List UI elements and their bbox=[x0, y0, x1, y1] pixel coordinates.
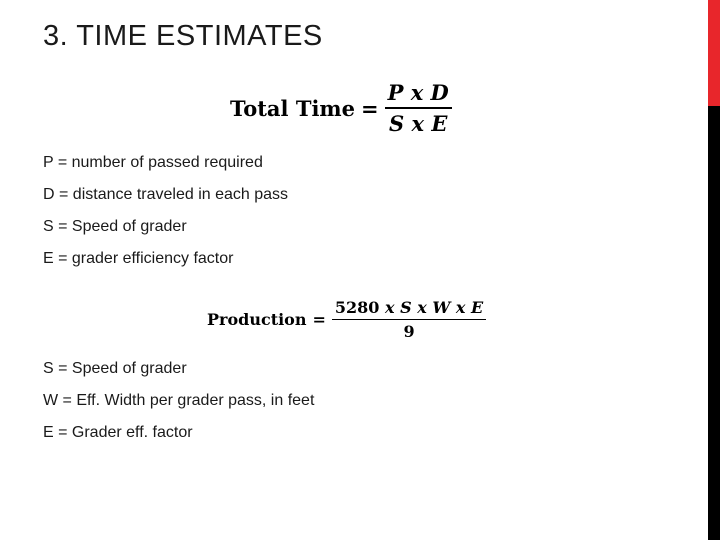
fraction bbox=[385, 80, 452, 136]
formula-label: Total Time bbox=[230, 95, 356, 121]
definition-item: P = number of passed required bbox=[43, 154, 263, 171]
fraction-denominator: 9 bbox=[403, 322, 415, 341]
total-time-definitions bbox=[43, 147, 288, 275]
equals-sign: = bbox=[312, 310, 326, 329]
production-formula bbox=[207, 298, 486, 341]
definition-item: S = Speed of grader bbox=[43, 218, 187, 235]
fraction-numerator: P x D bbox=[387, 80, 449, 105]
fraction-numerator bbox=[332, 298, 486, 317]
definition-item: E = grader efficiency factor bbox=[43, 250, 234, 267]
formula-label: Production bbox=[207, 310, 307, 329]
numerator-number: 5280 bbox=[334, 298, 380, 317]
equals-sign: = bbox=[361, 95, 379, 121]
definition-item: E = Grader eff. factor bbox=[43, 424, 193, 441]
slide-title: 3. TIME ESTIMATES bbox=[43, 20, 323, 52]
fraction-denominator: S x E bbox=[389, 111, 448, 136]
fraction-bar bbox=[332, 319, 486, 320]
numerator-variables: x S x W x E bbox=[379, 298, 484, 317]
definition-item: D = distance traveled in each pass bbox=[43, 186, 289, 203]
fraction-bar bbox=[385, 107, 452, 109]
definition-item: W = Eff. Width per grader pass, in feet bbox=[43, 392, 315, 409]
right-edge-accent bbox=[708, 0, 720, 106]
fraction bbox=[332, 298, 486, 341]
total-time-formula bbox=[230, 80, 452, 136]
definition-item: S = Speed of grader bbox=[43, 360, 187, 377]
production-definitions bbox=[43, 353, 314, 449]
